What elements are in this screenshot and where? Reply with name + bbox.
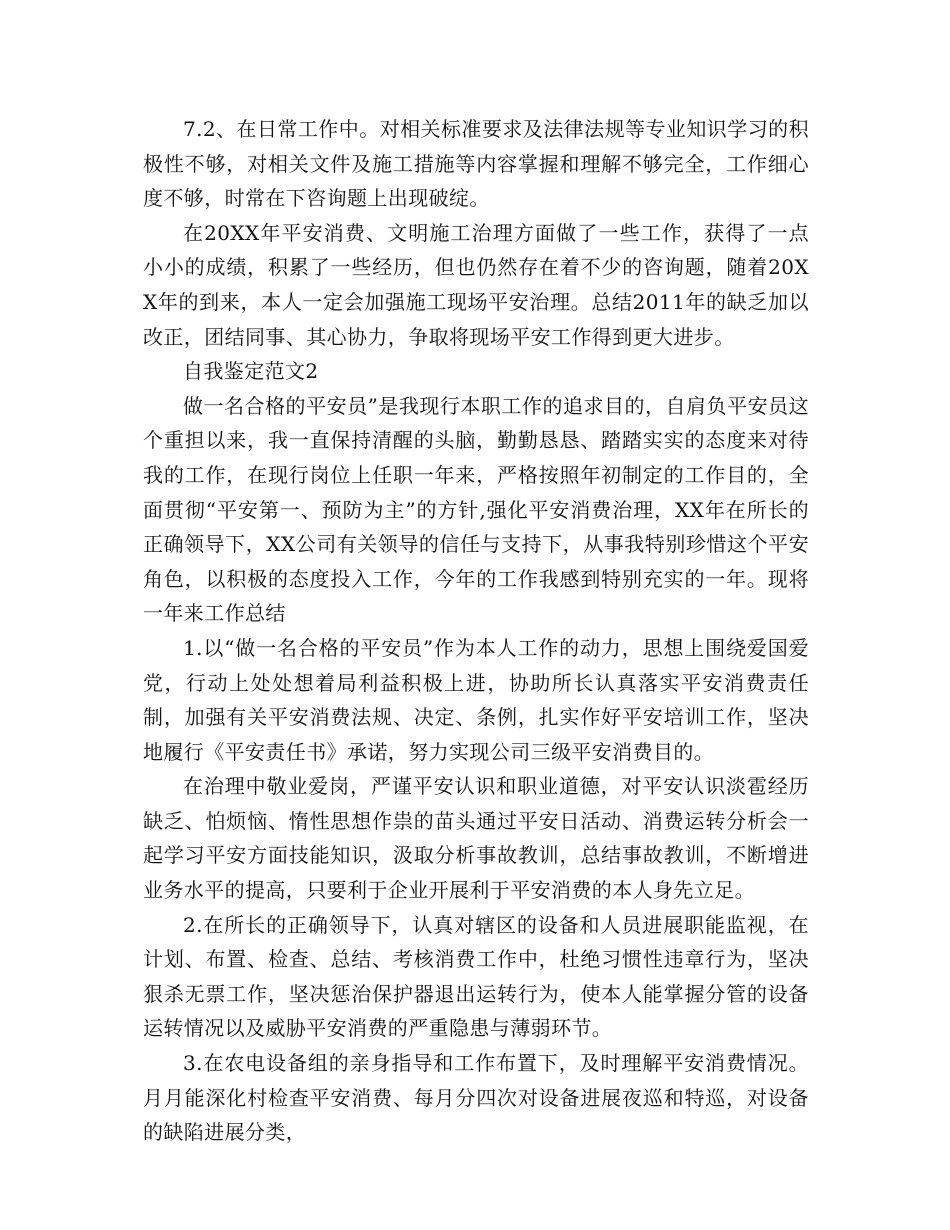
paragraph-summary: 在20XX年平安消费、文明施工治理方面做了一些工作，获得了一点小小的成绩，积累了一些经历，但也仍然存在着不少的咨询题，随着20XX年的到来，本人一定会加强施工现场平安治理。总结2011年的缺乏加以改正，团结同事、其心协力，争取将现场平安工作得到更大进步。: [143, 220, 809, 349]
document-body: [143, 112, 809, 1150]
paragraph-item-3: 3.在农电设备组的亲身指导和工作布置下，及时理解平安消费情况。月月能深化村检查平安消费、每月分四次对设备进展夜巡和特巡，对设备的缺陷进展分类，: [143, 1051, 809, 1145]
section-heading: 自我鉴定范文2: [183, 359, 319, 384]
paragraph-item-1: 1.以“做一名合格的平安员”作为本人工作的动力，思想上围绕爱国爱党，行动上处处想着局利益积极上进，协助所长认真落实平安消费责任制，加强有关平安消费法规、决定、条例，扎实作好平安培训工作，坚决地履行《平安责任书》承诺，努力实现公司三级平安消费目的。: [143, 635, 809, 764]
paragraph-intro: 做一名合格的平安员”是我现行本职工作的追求目的，自肩负平安员这个重担以来，我一直保持清醒的头脑，勤勤恳恳、踏踏实实的态度来对待我的工作，在现行岗位上任职一年来，严格按照年初制定的工作目的，全面贯彻“平安第一、预防为主”的方针,强化平安消费治理，XX年在所长的正确领导下，XX公司有关领导的信任与支持下，从事我特别珍惜这个平安角色，以积极的态度投入工作，今年的工作我感到特别充实的一年。现将一年来工作总结: [143, 393, 809, 626]
paragraph-item-2: 2.在所长的正确领导下，认真对辖区的设备和人员进展职能监视，在计划、布置、检查、总结、考核消费工作中，杜绝习惯性违章行为，坚决狠杀无票工作，坚决惩治保护器退出运转行为，使本人能掌握分管的设备运转情况以及威胁平安消费的严重隐患与薄弱环节。: [143, 912, 809, 1041]
paragraph-7-2: 7.2、在日常工作中。对相关标准要求及法律法规等专业知识学习的积极性不够，对相关文件及施工措施等内容掌握和理解不够完全，工作细心度不够，时常在下咨询题上出现破绽。: [143, 117, 809, 211]
paragraph-management: 在治理中敬业爱岗，严谨平安认识和职业道德，对平安认识淡雹经历缺乏、怕烦恼、惰性思想作祟的苗头通过平安日活动、消费运转分析会一起学习平安方面技能知识，汲取分析事故教训，总结事故教训，不断增进业务水平的提高，只要利于企业开展利于平安消费的本人身先立足。: [143, 774, 809, 903]
